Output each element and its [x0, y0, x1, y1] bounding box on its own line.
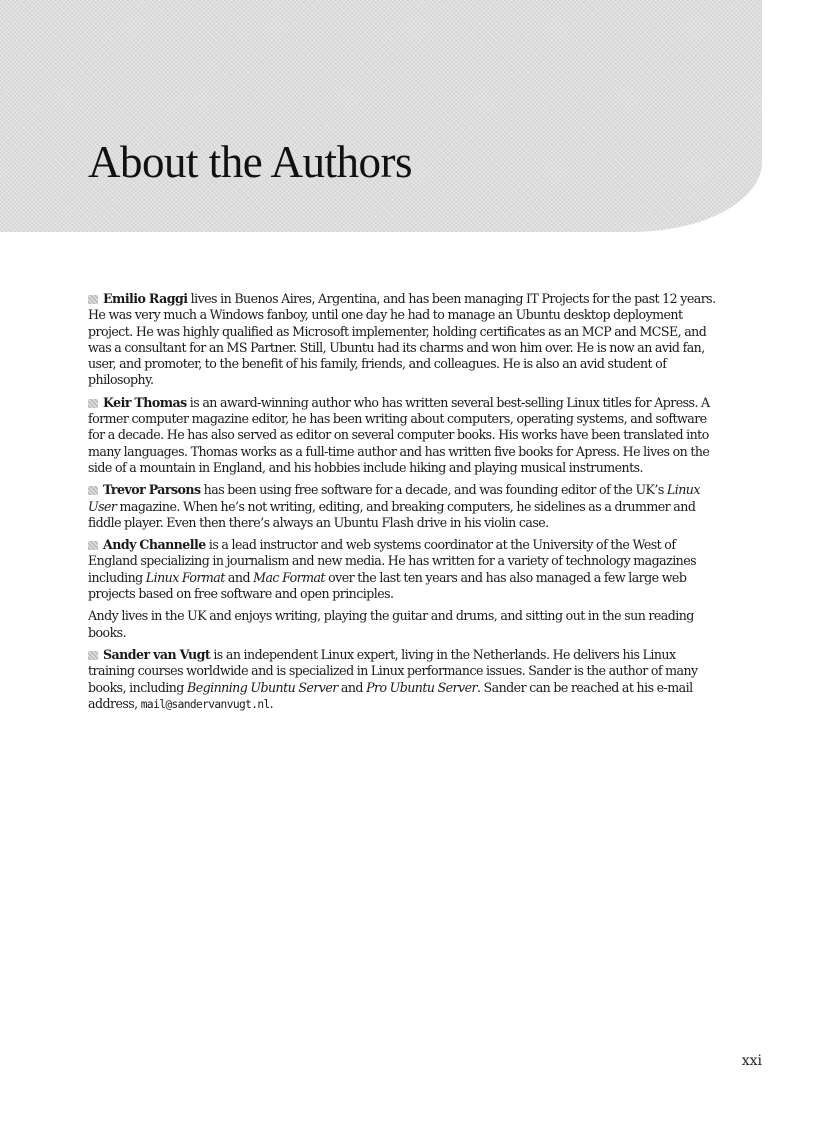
book-title: Pro Ubuntu Server	[366, 679, 477, 695]
magazine-title: Linux Format	[145, 569, 225, 585]
bio-andy-channelle	[88, 537, 724, 602]
bio-keir-thomas	[88, 395, 724, 476]
email-address: mail@sandervanvugt.nl	[140, 697, 270, 711]
book-title: Beginning Ubuntu Server	[186, 679, 338, 695]
author-name: Andy Channelle	[103, 537, 206, 553]
bio-text: and	[224, 569, 254, 585]
bio-text: over the last ten years and has also managed a few large web projects based on free software and open principles.	[88, 569, 687, 602]
author-bios	[88, 291, 724, 719]
bio-text: magazine. When he’s not writing, editing, and breaking computers, he sidelines as a drummer and fiddle player. Even then there’s always an Ubuntu Flash drive in his violin case.	[88, 498, 696, 530]
bio-trevor-parsons	[88, 482, 724, 531]
author-name: Sander van Vugt	[103, 646, 211, 662]
bio-text: lives in Buenos Aires, Argentina, and has been managing IT Projects for the past 12 years. He was very much a Windows fanboy, until one day he had to manage an Ubuntu desktop deployment project. He was highly qualified as Microsoft implementer, holding certificates as an MCP and MCSE, and was a consultant for an MS Partner. Still, Ubuntu had its charms and won him over. He is now an avid fan, user, and promoter, to the benefit of his family, friends, and colleagues. He is also an avid student of philosophy.	[88, 291, 716, 388]
bullet-square-icon	[88, 399, 98, 408]
bio-text: is a lead instructor and web systems coordinator at the University of the West of England specializing in journalism and new media. He has written for a variety of technology magazines including	[88, 537, 697, 585]
magazine-title: Linux User	[88, 482, 700, 514]
bio-text: is an independent Linux expert, living in the Netherlands. He delivers his Linux training courses worldwide and is specialized in Linux performance issues. Sander is the author of many books, including	[88, 646, 698, 695]
bio-emilio-raggi	[88, 291, 724, 389]
bullet-square-icon	[88, 541, 98, 550]
bio-text: . Sander can be reached at his e-mail address,	[88, 679, 693, 711]
bio-andy-channelle-continued: Andy lives in the UK and enjoys writing, playing the guitar and drums, and sitting out in the sun reading books.	[88, 608, 694, 640]
magazine-title: Mac Format	[253, 569, 325, 585]
bio-text: .	[269, 695, 274, 711]
bio-sander-van-vugt	[88, 647, 724, 713]
chapter-header-band	[0, 0, 762, 232]
chapter-title: About the Authors	[88, 137, 412, 187]
bullet-square-icon	[88, 651, 98, 660]
bio-text: has been using free software for a decade, and was founding editor of the UK’s	[200, 482, 667, 498]
bullet-square-icon	[88, 295, 98, 304]
author-name: Emilio Raggi	[103, 291, 188, 306]
bio-text: is an award-winning author who has written several best-selling Linux titles for Apress. A former computer magazine editor, he has been writing about computers, operating systems, and software for a decade. He has also served as editor on several computer books. His works have been translated into many languages. Thomas works as a full-time author and has written five books for Apress. He lives on the side of a mountain in England, and his hobbies include hiking and playing musical instruments.	[88, 394, 710, 475]
bio-text: and	[337, 679, 367, 695]
author-name: Keir Thomas	[103, 394, 187, 410]
bullet-square-icon	[88, 486, 98, 495]
author-name: Trevor Parsons	[103, 482, 201, 498]
page-number: xxi	[741, 1053, 762, 1069]
